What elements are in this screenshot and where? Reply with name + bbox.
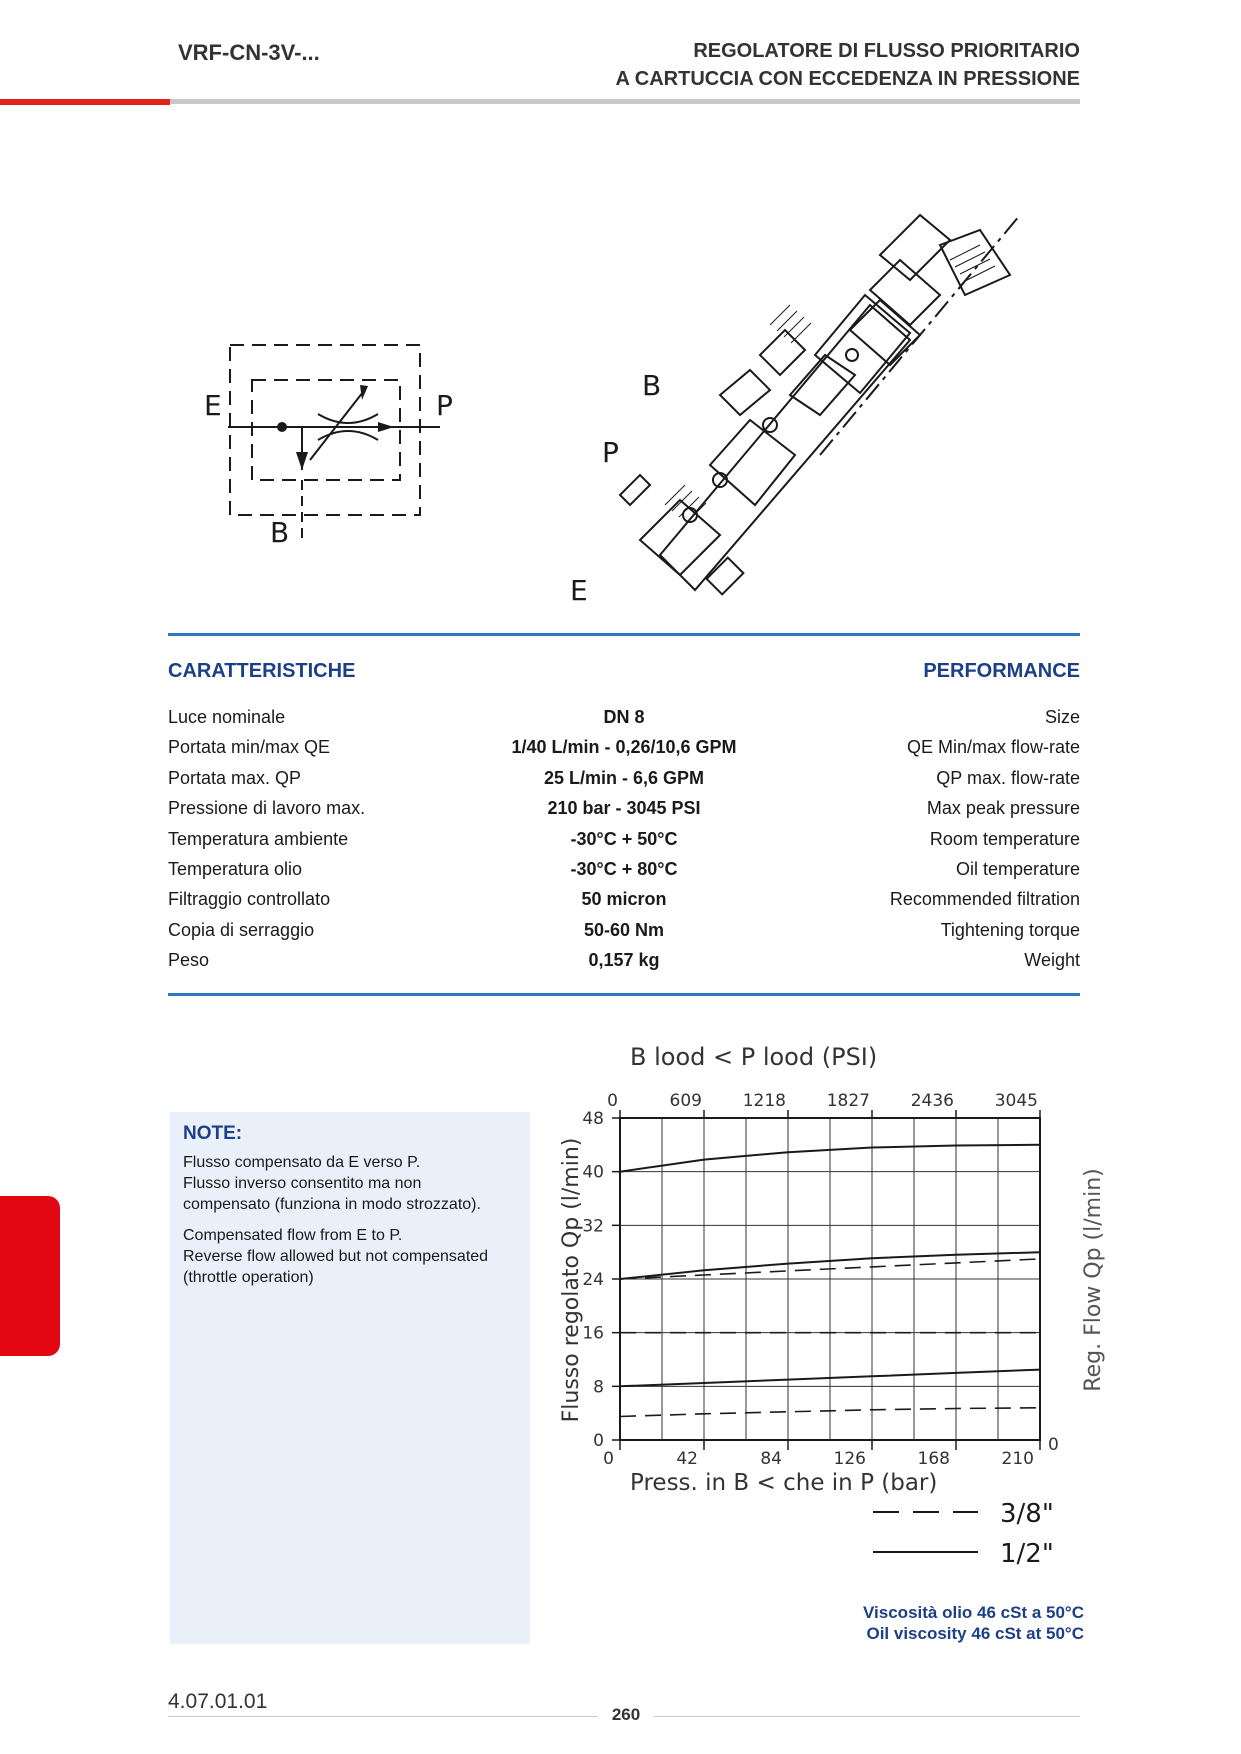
x-tick-label: 84	[760, 1449, 782, 1469]
symbol-port-b-label: B	[270, 516, 290, 549]
page-number: 260	[598, 1705, 654, 1725]
note-line: Flusso inverso consentito ma non	[183, 1175, 422, 1192]
x-axis-label: Press. in B < che in P (bar)	[630, 1470, 938, 1496]
section-heading-en: PERFORMANCE	[923, 660, 1080, 682]
spec-label-it: Peso	[168, 950, 210, 971]
y-tick-label: 48	[582, 1109, 604, 1129]
note-line: Compensated flow from E to P.	[183, 1227, 403, 1244]
spec-label-it: Luce nominale	[168, 707, 286, 727]
x-top-tick-label: 3045	[994, 1091, 1038, 1111]
x-top-tick-label: 1827	[826, 1091, 870, 1111]
spec-row	[168, 950, 1080, 980]
note-text-en	[183, 1225, 528, 1288]
x-top-tick-label: 609	[669, 1091, 702, 1111]
x-tick-label: 0	[603, 1449, 614, 1469]
catalog-code: 4.07.01.01	[168, 1690, 268, 1713]
x-tick-label: 168	[917, 1449, 950, 1469]
spec-value: 50 micron	[581, 889, 667, 910]
hydraulic-symbol	[190, 330, 480, 560]
spec-label-en: Weight	[1024, 950, 1080, 971]
section-heading-it: CARATTERISTICHE	[168, 660, 356, 682]
page-title-line1: REGOLATORE DI FLUSSO PRIORITARIO	[693, 40, 1080, 62]
note-line: Reverse flow allowed but not compensated	[183, 1248, 489, 1265]
x-top-tick-label: 1218	[742, 1091, 786, 1111]
y-axis-label: Flusso regolato Qp (l/min)	[559, 1137, 584, 1423]
viscosity-note-en: Oil viscosity 46 cSt at 50°C	[866, 1624, 1084, 1643]
symbol-port-e-label: E	[204, 389, 222, 422]
y-tick-label: 32	[582, 1216, 604, 1237]
y-tick-label: 16	[582, 1323, 604, 1344]
legend-label-solid: 1/2"	[1000, 1539, 1054, 1569]
spec-label-en: Size	[1044, 707, 1080, 727]
symbol-port-p-label: P	[436, 389, 453, 422]
spec-label-en: QP max. flow-rate	[936, 767, 1080, 788]
spec-row	[168, 920, 1080, 950]
y-tick-label: 40	[582, 1162, 604, 1183]
note-line: (throttle operation)	[183, 1269, 314, 1286]
spec-row	[168, 737, 1080, 767]
x-top-tick-label: 2436	[910, 1091, 954, 1111]
spec-row	[168, 798, 1080, 828]
specs-table	[168, 707, 1080, 981]
spec-value: 25 L/min - 6,6 GPM	[543, 767, 705, 788]
spec-row	[168, 889, 1080, 919]
x-top-tick-label: 0	[607, 1091, 618, 1111]
chart-title: B lood < P lood (PSI)	[630, 1043, 878, 1071]
spec-row	[168, 707, 1080, 737]
spec-label-it: Filtraggio controllato	[168, 889, 331, 910]
note-text-it	[183, 1152, 528, 1215]
y-axis-label-right: Reg. Flow Qp (l/min)	[1081, 1168, 1106, 1392]
spec-label-it: Temperatura ambiente	[168, 828, 349, 849]
spec-label-en: Room temperature	[929, 828, 1080, 849]
spec-row	[168, 859, 1080, 889]
y-tick-label: 8	[593, 1377, 604, 1398]
spec-value: -30°C + 50°C	[570, 828, 678, 849]
x-tick-label: 42	[676, 1449, 698, 1469]
y-tick-label: 24	[582, 1270, 604, 1290]
section-port-p-label: P	[602, 436, 619, 469]
spec-label-it: Portata max. QP	[168, 767, 302, 788]
spec-label-it: Copia di serraggio	[168, 919, 315, 940]
right-axis-tick: 0	[1048, 1435, 1059, 1455]
spec-label-en: Tightening torque	[940, 919, 1080, 940]
section-port-b-label: B	[642, 369, 662, 402]
spec-label-en: Recommended filtration	[889, 889, 1080, 910]
spec-label-it: Temperatura olio	[168, 858, 303, 879]
header-accent-rule	[0, 99, 170, 105]
spec-value: 50-60 Nm	[583, 919, 665, 940]
flow-pressure-chart	[540, 1030, 1106, 1590]
spec-label-it: Portata min/max QE	[168, 737, 331, 758]
spec-value: 210 bar - 3045 PSI	[547, 798, 701, 819]
specs-bottom-rule	[168, 993, 1080, 996]
y-tick-label: 0	[593, 1431, 604, 1451]
spec-label-en: Max peak pressure	[926, 798, 1080, 819]
note-line: compensato (funziona in modo strozzato).	[183, 1196, 481, 1213]
section-port-e-label: E	[570, 574, 588, 607]
spec-value: DN 8	[603, 707, 645, 727]
note-title: NOTE:	[183, 1123, 243, 1144]
viscosity-note-it: Viscosità olio 46 cSt a 50°C	[863, 1603, 1084, 1622]
spec-label-en: Oil temperature	[955, 858, 1080, 879]
legend-label-dashed: 3/8"	[1000, 1499, 1054, 1529]
chart-grid	[620, 1118, 1040, 1440]
spec-label-it: Pressione di lavoro max.	[168, 798, 366, 819]
specs-top-rule	[168, 633, 1080, 636]
x-tick-label: 126	[833, 1449, 866, 1469]
spec-row	[168, 829, 1080, 859]
spec-label-en: QE Min/max flow-rate	[906, 737, 1080, 758]
x-tick-label: 210	[1001, 1449, 1034, 1469]
page-title-line2: A CARTUCCIA CON ECCEDENZA IN PRESSIONE	[615, 68, 1080, 90]
spec-row	[168, 768, 1080, 798]
cartridge-section-view	[570, 205, 1060, 615]
note-line: Flusso compensato da E verso P.	[183, 1154, 421, 1171]
side-tab	[0, 1196, 60, 1356]
spec-value: 0,157 kg	[588, 950, 660, 971]
spec-value: -30°C + 80°C	[570, 858, 678, 879]
spec-value: 1/40 L/min - 0,26/10,6 GPM	[511, 737, 737, 758]
product-code: VRF-CN-3V-...	[178, 40, 320, 65]
